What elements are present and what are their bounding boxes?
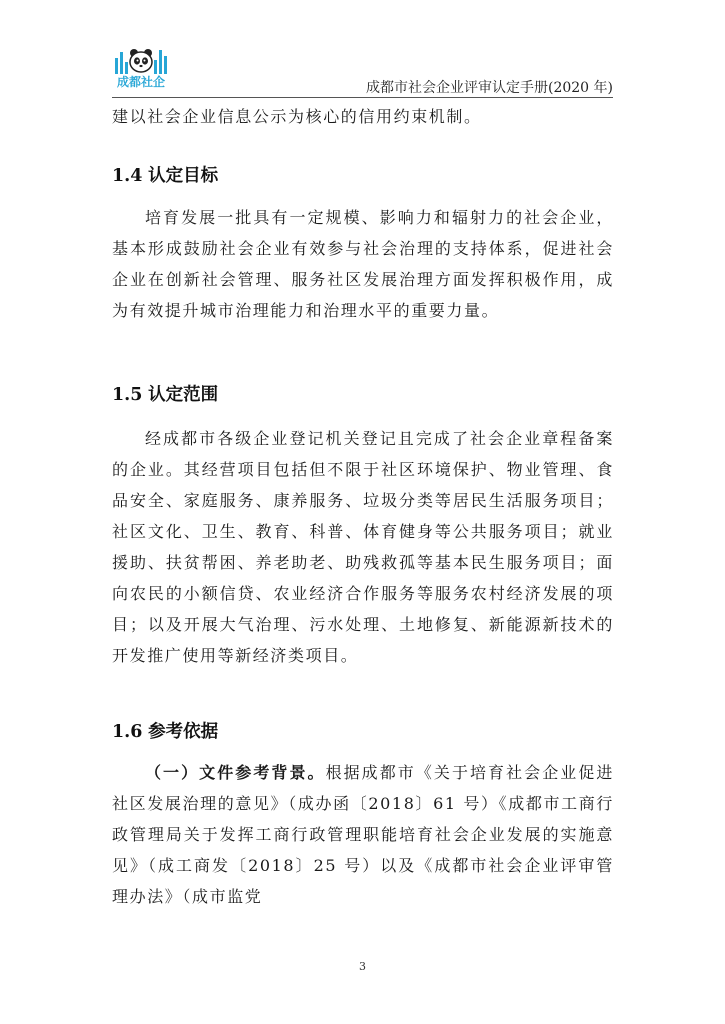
section-heading-1-6 [112, 718, 218, 743]
section-heading-1-5 [112, 381, 218, 406]
section-paragraph-1-4: 培育发展一批具有一定规模、影响力和辐射力的社会企业，基本形成鼓励社会企业有效参与社会治理的支持体系，促进社会企业在创新社会管理、服务社区发展治理方面发挥积极作用，成为有效提升城市治理能力和治理水平的重要力量。 [112, 208, 614, 320]
logo-text: 成都社企 [116, 75, 165, 89]
intro-line: 建以社会企业信息公示为核心的信用约束机制。 [112, 107, 482, 126]
section-number: 1.6 [112, 722, 143, 742]
paragraph-lead: （一）文件参考背景。 [145, 763, 326, 782]
section-number: 1.5 [112, 385, 143, 405]
section-number: 1.4 [112, 166, 143, 186]
section-heading-1-4 [112, 162, 218, 187]
header-divider [112, 97, 613, 98]
section-title: 参考依据 [148, 722, 219, 742]
section-paragraph-1-6 [112, 757, 614, 912]
page-number: 3 [359, 960, 366, 973]
section-paragraph-1-5: 经成都市各级企业登记机关登记且完成了社会企业章程备案的企业。其经营项目包括但不限于社区环境保护、物业管理、食品安全、家庭服务、康养服务、垃圾分类等居民生活服务项目；社区文化、卫生、教育、科普、体育健身等公共服务项目；就业援助、扶贫帮困、养老助老、助残救孤等基本民生服务项目；面向农民的小额信贷、农业经济合作服务等服务农村经济发展的项目；以及开展大气治理、污水处理、土地修复、新能源新技术的开发推广使用等新经济类项目。 [112, 429, 614, 665]
document-header-title: 成都市社会企业评审认定手册(2020 年) [365, 80, 613, 96]
section-title: 认定范围 [148, 385, 219, 405]
paragraph-body: 根据成都市《关于培育社会企业促进社区发展治理的意见》（成办函〔2018〕61 号）《成都市工商行政管理局关于发挥工商行政管理职能培育社会企业发展的实施意见》（成工商发〔2018〕25 号）以及《成都市社会企业评审管理办法》（成市监党 [112, 763, 614, 906]
section-title: 认定目标 [148, 166, 219, 186]
